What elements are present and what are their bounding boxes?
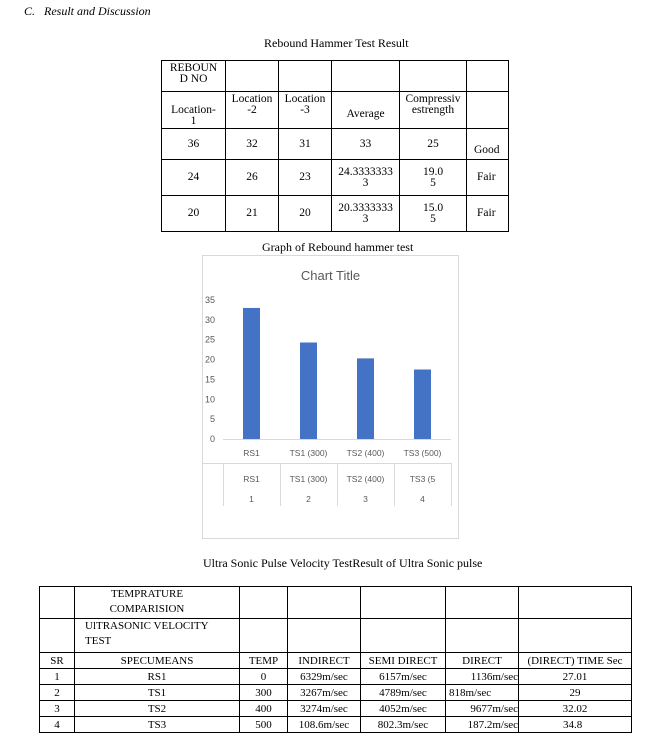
rating-cell: Fair [467,196,509,232]
rebound-header-row-2 [162,92,509,129]
data-table-value: 1 [249,494,254,504]
x-tick-label: TS1 (300) [289,448,328,458]
rebound-caption: Rebound Hammer Test Result [264,36,409,50]
table-cell [446,587,519,619]
header-title-row [40,587,632,619]
table-cell: TS3 [75,717,240,733]
y-tick-label: 35 [204,295,215,305]
bar [300,342,317,439]
table-cell: 2 [40,685,75,701]
location-1-header: Location- 1 [162,92,226,129]
table-cell: 32 [226,129,279,160]
y-tick-label: 20 [204,354,215,365]
ultra-caption: Ultra Sonic Pulse Velocity TestResult of Ultra Sonic pulse [203,556,483,570]
indirect-header: INDIRECT [288,653,361,669]
time-header: (DIRECT) TIME Sec [519,653,632,669]
table-cell: 300 [240,685,288,701]
table-row [40,717,632,733]
table-cell [40,619,75,653]
data-table-label: TS2 (400) [346,474,385,484]
table-cell: 500 [240,717,288,733]
table-cell: 29 [519,685,632,701]
table-cell: RS1 [75,669,240,685]
data-table-value: 2 [306,494,311,504]
y-tick-label: 5 [209,414,215,425]
table-row [162,160,509,196]
sr-header: SR [40,653,75,669]
table-row [40,701,632,717]
table-cell [361,619,446,653]
table-cell: 26 [226,160,279,196]
header-subtitle-row [40,619,632,653]
table-row [162,196,509,232]
data-table-label: TS3 (5 [409,474,436,484]
data-table-value: 3 [363,494,368,504]
table-cell: 33 [332,129,400,160]
table-cell: 9677m/sec [446,701,519,717]
compressive-strength-header: Compressiv estrength [400,92,467,129]
bar [414,370,431,440]
bar [243,308,260,439]
rating-cell: Good [467,129,509,160]
y-tick-label: 15 [204,374,215,385]
table-cell [400,61,467,92]
ultrasonic-table [39,586,632,733]
table-cell [288,619,361,653]
y-tick-label: 25 [204,334,215,345]
table-cell: 4 [40,717,75,733]
table-cell: 4052m/sec [361,701,446,717]
table-cell: 6329m/sec [288,669,361,685]
rebound-header-row-1 [162,61,509,92]
column-header-row [40,653,632,669]
table-cell [446,619,519,653]
bar-chart [203,256,458,538]
table-cell: 21 [226,196,279,232]
table-cell [467,61,509,92]
x-tick-label: TS2 (400) [346,448,385,458]
rebound-no-header: REBOUN D NO [162,61,226,92]
table-cell [519,587,632,619]
data-table-value: 4 [420,494,425,504]
section-heading: C. Result and Discussion [24,4,151,18]
table-cell: 3274m/sec [288,701,361,717]
semi-direct-header: SEMI DIRECT [361,653,446,669]
table-cell: 24 [162,160,226,196]
graph-caption: Graph of Rebound hammer test [262,240,414,254]
table-cell: 32.02 [519,701,632,717]
table-cell: TS2 [75,701,240,717]
table-row [162,129,509,160]
table-cell: 19.0 5 [400,160,467,196]
table-cell [240,619,288,653]
table-cell [40,587,75,619]
average-header: Average [332,92,400,129]
table-cell: 818m/sec [446,685,519,701]
chart-title: Chart Title [300,268,361,283]
location-2-header: Location -2 [226,92,279,129]
data-table-label: RS1 [243,474,260,484]
table-cell [240,587,288,619]
table-cell [519,619,632,653]
table-cell: 108.6m/sec [288,717,361,733]
location-3-header: Location -3 [279,92,332,129]
table-row [40,685,632,701]
rating-cell: Fair [467,160,509,196]
specimens-header: SPECUMEANS [75,653,240,669]
table-cell: 6157m/sec [361,669,446,685]
table-cell: 1 [40,669,75,685]
table-cell: 34.8 [519,717,632,733]
table-cell [279,61,332,92]
table-cell: 400 [240,701,288,717]
chart-container [202,255,459,539]
table-cell: 20 [162,196,226,232]
table-cell: 36 [162,129,226,160]
table-cell: 1136m/sec [446,669,519,685]
table-cell: 802.3m/sec [361,717,446,733]
table-row [40,669,632,685]
table-cell [332,61,400,92]
table-cell [288,587,361,619]
y-tick-label: 0 [209,434,215,444]
table-cell: 3267m/sec [288,685,361,701]
table-cell: TS1 [75,685,240,701]
table-cell: 187.2m/sec [446,717,519,733]
y-tick-label: 30 [204,314,215,325]
temp-header: TEMP [240,653,288,669]
x-tick-label: RS1 [243,448,260,458]
x-tick-label: TS3 (500) [403,448,442,458]
table-cell: 20.3333333 3 [332,196,400,232]
data-table-label: TS1 (300) [289,474,328,484]
table-cell: 15.0 5 [400,196,467,232]
table-cell: 25 [400,129,467,160]
table-cell [361,587,446,619]
rebound-table [161,60,509,232]
table-cell: 3 [40,701,75,717]
table-cell: 24.3333333 3 [332,160,400,196]
table-cell: 4789m/sec [361,685,446,701]
table-cell: 20 [279,196,332,232]
direct-header: DIRECT [446,653,519,669]
table-cell [467,92,509,129]
table-cell: 31 [279,129,332,160]
ultrasonic-velocity-title: UlTRASONIC VELOCITY TEST [75,619,240,653]
table-cell: 23 [279,160,332,196]
table-cell: 27.01 [519,669,632,685]
table-cell: 0 [240,669,288,685]
bar [357,358,374,439]
table-cell [226,61,279,92]
temperature-comparison-title: TEMPRATURE COMPARISION [75,587,240,619]
y-tick-label: 10 [204,394,215,405]
